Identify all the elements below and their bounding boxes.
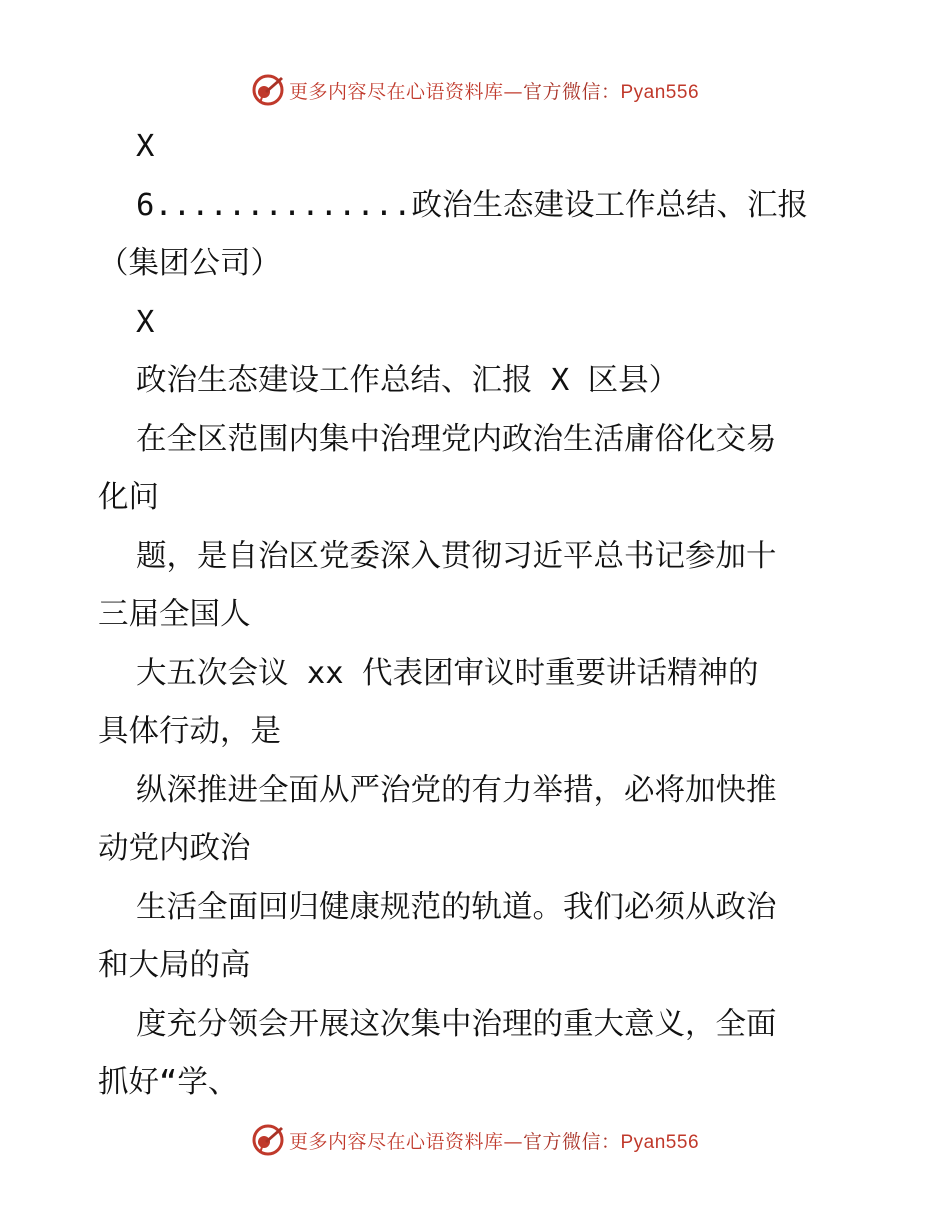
text-line: 题，是自治区党委深入贯彻习近平总书记参加十 [136, 538, 777, 574]
header-banner [0, 70, 950, 110]
pen-ink-logo-icon [251, 73, 285, 107]
text-line: 动党内政治 [98, 831, 251, 866]
text-line: （集团公司） [98, 246, 281, 281]
text-line: 6..............政治生态建设工作总结、汇报 [136, 187, 808, 223]
text-line: 化问 [98, 480, 159, 515]
footer-wechat-id: Pyan556 [620, 1131, 700, 1153]
header-text: 更多内容尽在心语资料库—官方微信：Pyan556 [288, 80, 700, 103]
footer-text: 更多内容尽在心语资料库—官方微信：Pyan556 [288, 1130, 700, 1153]
header-wechat-id: Pyan556 [620, 81, 700, 103]
text-line: 政治生态建设工作总结、汇报 X 区县） [136, 363, 680, 398]
footer-banner [0, 1120, 950, 1160]
text-line: 纵深推进全面从严治党的有力举措，必将加快推 [136, 772, 777, 808]
pen-ink-logo-icon [251, 1123, 285, 1157]
text-line: 生活全面回归健康规范的轨道。我们必须从政治 [136, 889, 777, 925]
text-line: 三届全国人 [98, 597, 251, 632]
text-line: 大五次会议 xx 代表团审议时重要讲话精神的 [136, 655, 759, 691]
text-line: X [136, 129, 155, 164]
text-line: 抓好“学、 [98, 1065, 239, 1100]
text-line: 具体行动，是 [98, 714, 281, 749]
text-line: 度充分领会开展这次集中治理的重大意义，全面 [136, 1006, 777, 1042]
text-line: 和大局的高 [98, 948, 251, 983]
document-body [98, 118, 858, 1113]
text-line: X [136, 304, 155, 340]
text-line: 在全区范围内集中治理党内政治生活庸俗化交易 [136, 421, 777, 457]
